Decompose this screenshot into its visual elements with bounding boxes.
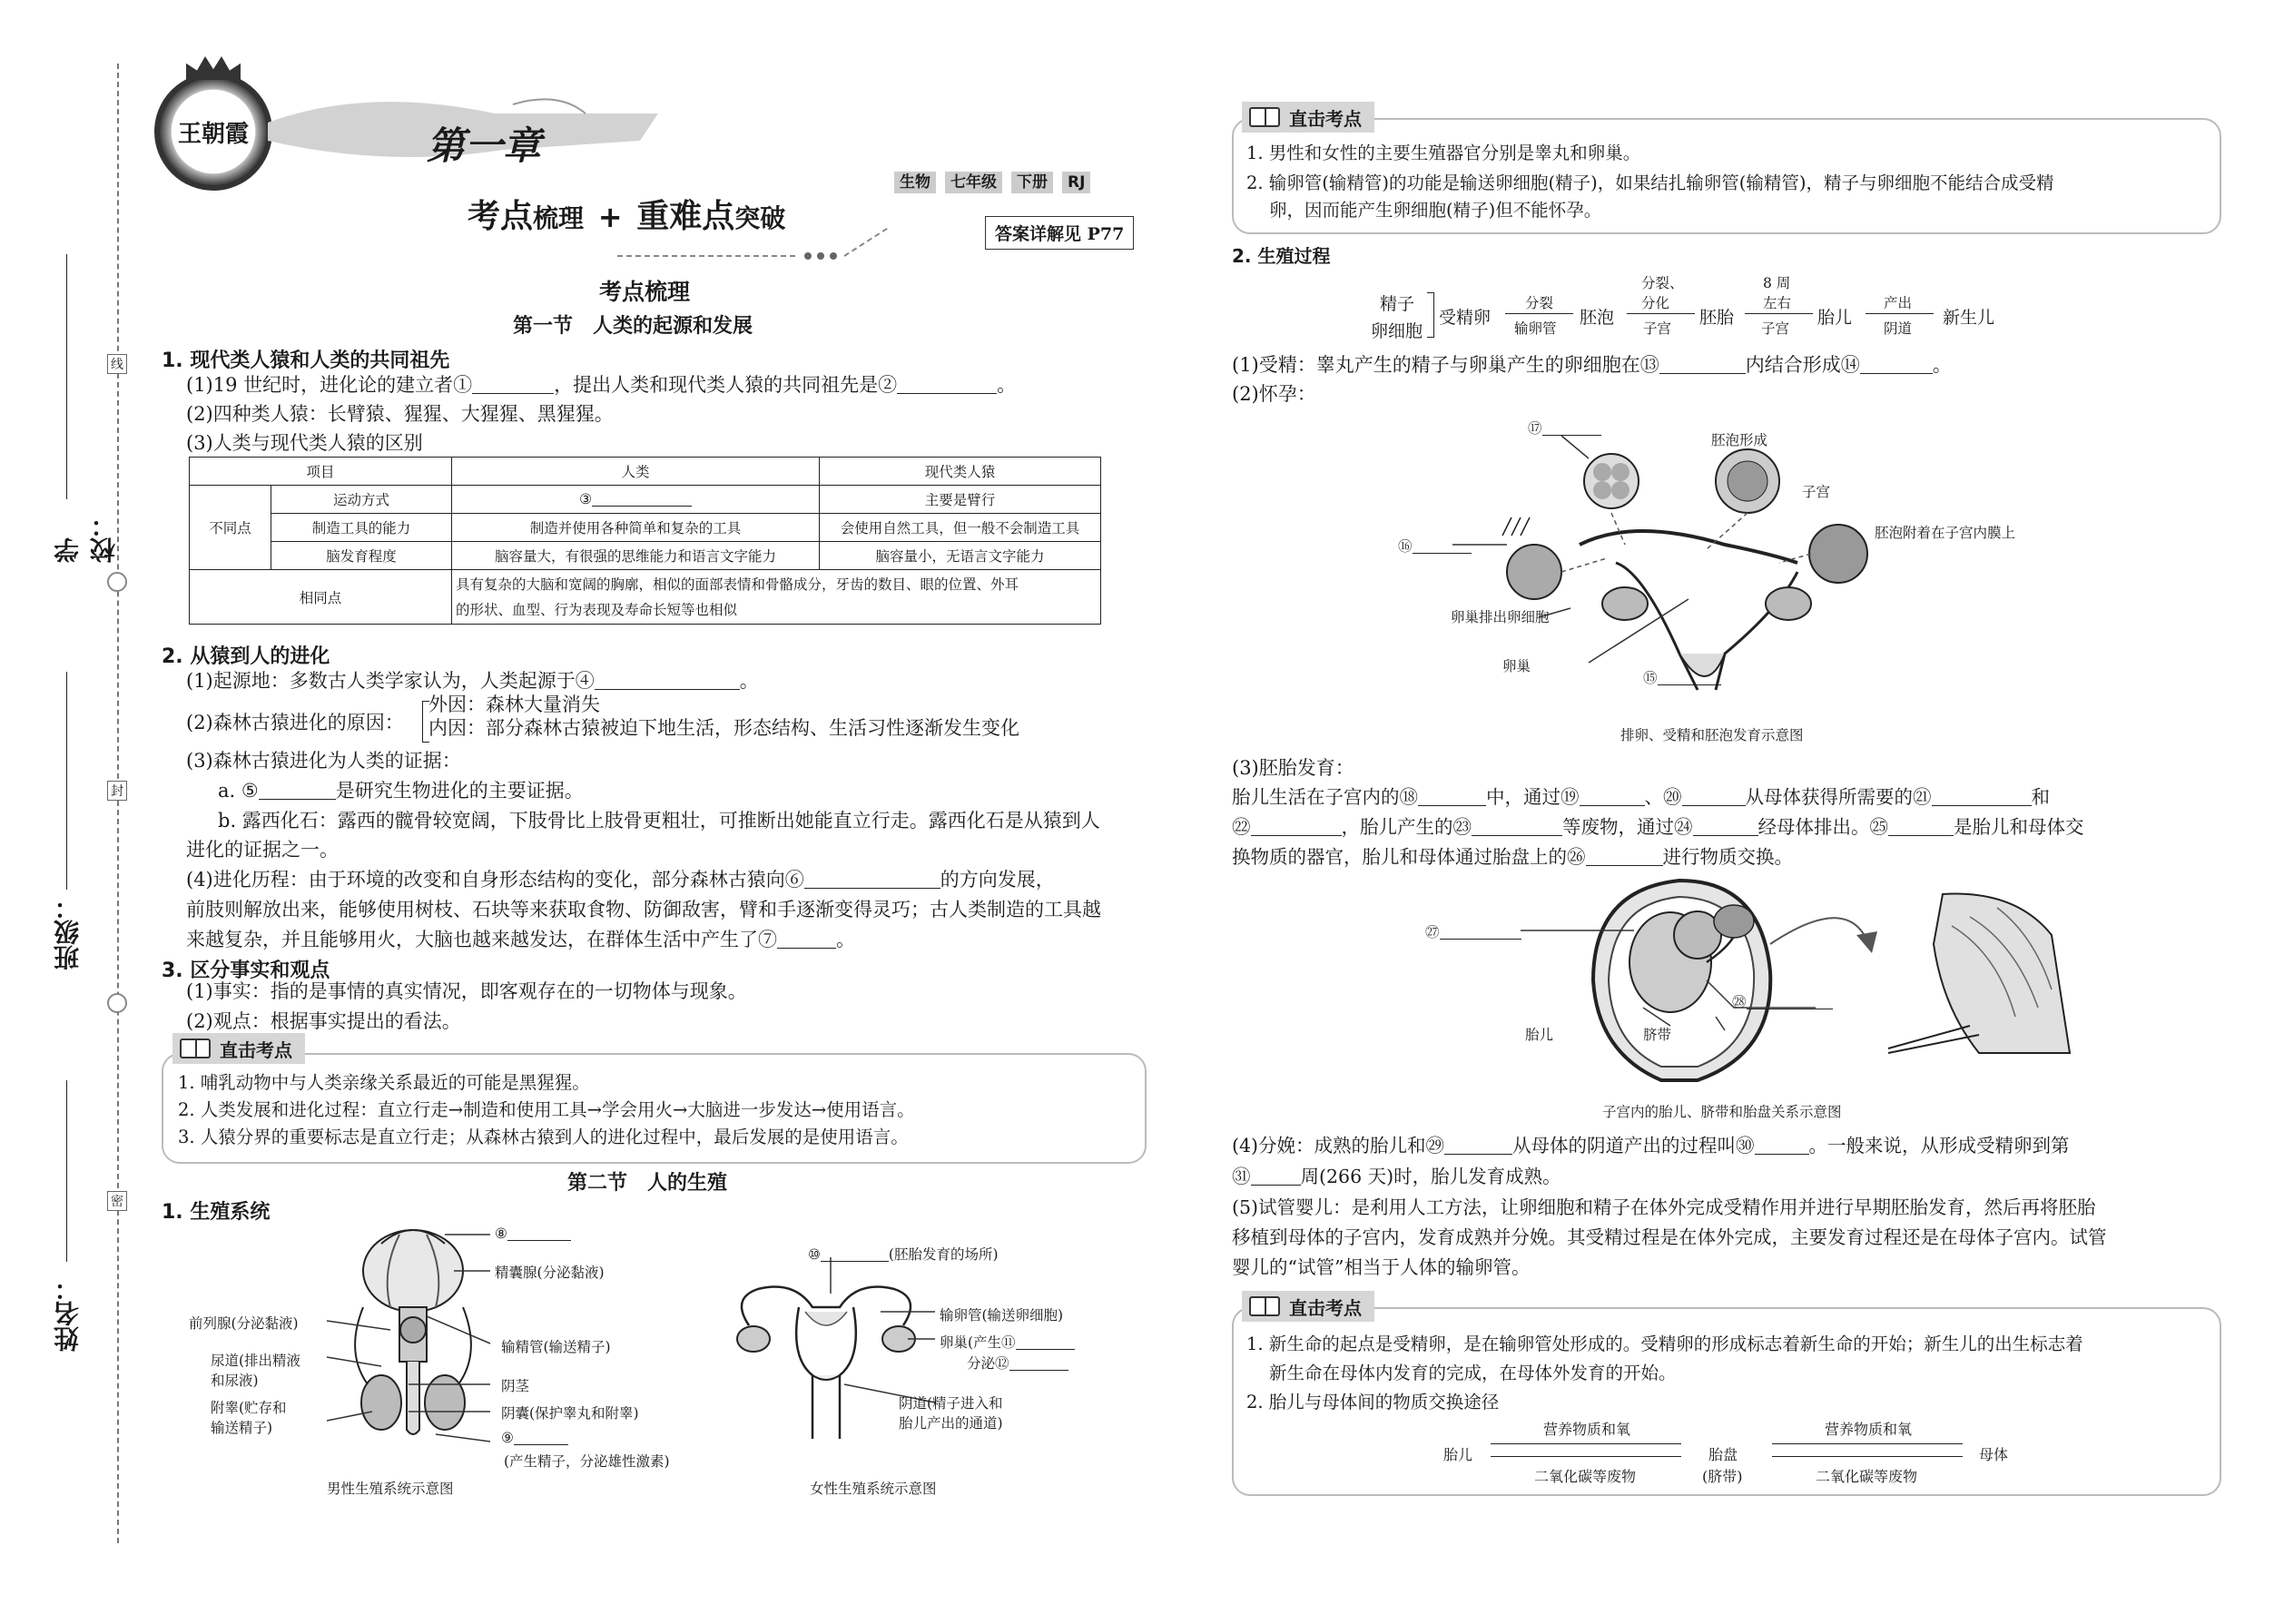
- fig2-label-cord: 脐带: [1643, 1027, 1672, 1043]
- flow-arrow-3: [1745, 313, 1813, 314]
- blank-13[interactable]: [1659, 354, 1746, 374]
- female-label-10: ⑩ (胚胎发育的场所): [808, 1246, 999, 1263]
- outer-cause: 外因：森林大量消失: [428, 694, 600, 715]
- banner-title: 考点梳理 + 重难点突破: [468, 198, 786, 235]
- blank-22[interactable]: [1251, 816, 1342, 836]
- key-points-tag: 直击考点: [172, 1033, 305, 1064]
- male-label-8: ⑧: [495, 1225, 571, 1242]
- key-point-2: 2. 人类发展和进化过程：直立行走→制造和使用工具→学会用火→大脑进一步发达→使用语言。: [178, 1099, 915, 1120]
- logo: 王朝霞: [154, 73, 272, 191]
- heading-1: 1. 现代类人猿和人类的共同祖先: [162, 349, 450, 372]
- male-label-scrotum: 阴囊(保护睾丸和附睾): [501, 1405, 639, 1422]
- blank-29[interactable]: [1444, 1135, 1512, 1155]
- exchange-placenta: 胎盘: [1708, 1446, 1738, 1463]
- binding-hole: [107, 993, 127, 1013]
- key-point-k3: 2. 胎儿与母体间的物质交换途径: [1246, 1392, 1500, 1412]
- heading-4: 1. 生殖系统: [162, 1201, 271, 1224]
- item-2-4-cont2: 来越复杂，并且能够用火，大脑也越来越发达，在群体生活中产生了⑦ 。: [186, 929, 855, 950]
- section-title: 考点梳理: [599, 279, 691, 305]
- section-2-title: 第二节 人的生殖: [567, 1172, 728, 1195]
- blank-2[interactable]: [897, 374, 997, 394]
- blank-30[interactable]: [1755, 1135, 1809, 1155]
- flow-zygote: 受精卵: [1439, 308, 1492, 328]
- delivery-line-1: (4)分娩：成熟的胎儿和㉙ 从母体的阴道产出的过程叫㉚ 。一般来说，从形成受精卵到第: [1232, 1135, 2070, 1156]
- key-point-r1: 1. 男性和女性的主要生殖器官分别是睾丸和卵巢。: [1246, 143, 1641, 163]
- arrow-left: [1491, 1443, 1681, 1444]
- heading-r2: 2. 生殖过程: [1232, 245, 1331, 267]
- key-point-1: 1. 哺乳动物中与人类亲缘关系最近的可能是黑猩猩。: [178, 1072, 590, 1093]
- fig1-label-uterus: 子宫: [1802, 484, 1831, 500]
- fig1-caption: 排卵、受精和胚泡发育示意图: [1620, 727, 1804, 743]
- ivf-line-3: 婴儿的“试管”相当于人体的输卵管。: [1232, 1256, 1531, 1278]
- female-label-vagina: 阴道(精子进入和 胎儿产出的通道): [899, 1395, 1003, 1432]
- inner-cause: 内因：部分森林古猿被迫下地生活，形态结构、生活习性逐渐发生变化: [428, 717, 1019, 739]
- blank-3[interactable]: [592, 492, 692, 507]
- blank-6[interactable]: [804, 869, 940, 889]
- male-label-vas: 输精管(输送精子): [501, 1339, 611, 1355]
- flow-arrow-2: [1627, 313, 1695, 314]
- female-label-tube: 输卵管(输送卵细胞): [940, 1307, 1064, 1324]
- flow-embryo: 胚胎: [1699, 308, 1735, 328]
- male-label-penis: 阴茎: [501, 1378, 530, 1394]
- blank-14[interactable]: [1860, 354, 1933, 374]
- item-2-3a: a. ⑤ 是研究生物进化的主要证据。: [218, 780, 584, 802]
- blank-1[interactable]: [472, 374, 554, 394]
- flow-newborn: 新生儿: [1943, 308, 1995, 328]
- flow-brace: [1427, 292, 1434, 338]
- blank-12[interactable]: [1009, 1358, 1068, 1371]
- flow-blastocyst: 胚泡: [1580, 308, 1615, 328]
- blank-16[interactable]: [1413, 541, 1472, 554]
- school-field[interactable]: 学校：: [50, 254, 83, 563]
- blank-20[interactable]: [1682, 786, 1746, 806]
- embryo-line-3: 换物质的器官，胎儿和母体通过胎盘上的㉖ 进行物质交换。: [1232, 846, 1793, 868]
- fig1-label-ovary: 卵巢: [1502, 658, 1531, 674]
- male-label-urethra: 尿道(排出精液 和尿液): [211, 1353, 301, 1389]
- male-label-9: ⑨: [501, 1430, 568, 1446]
- blank-28[interactable]: [1747, 997, 1833, 1009]
- male-label-seminal: 精囊腺(分泌黏液): [495, 1265, 605, 1281]
- blank-21[interactable]: [1932, 786, 2032, 806]
- pregnancy: (2)怀孕：: [1232, 383, 1316, 405]
- fetus-leader-lines: [1434, 899, 1816, 1044]
- blank-9[interactable]: [514, 1432, 568, 1445]
- male-label-prostate: 前列腺(分泌黏液): [189, 1315, 299, 1332]
- item-2-4: (4)进化历程：由于环境的改变和自身形态结构的变化，部分森林古猿向⑥ 的方向发展，: [186, 869, 1055, 891]
- flow-arrow-1: [1505, 313, 1573, 314]
- item-2-1: (1)起源地：多数古人类学家认为，人类起源于④ 。: [186, 670, 759, 692]
- blank-19[interactable]: [1580, 786, 1645, 806]
- flow-egg: 卵细胞: [1371, 321, 1423, 341]
- fertilization: (1)受精：睾丸产生的精子与卵巢产生的卵细胞在⑬ 内结合形成⑭ 。: [1232, 354, 1952, 376]
- banner-underline: [617, 227, 908, 272]
- blank-15[interactable]: [1658, 673, 1721, 685]
- class-field[interactable]: 班级：: [50, 672, 83, 980]
- item-2-3b-cont: 进化的证据之一。: [186, 839, 339, 861]
- key-point-r3: 卵，因而能产生卵细胞(精子)但不能怀孕。: [1269, 200, 1602, 221]
- key-point-k2: 新生命在母体内发育的完成，在母体外发育的开始。: [1269, 1363, 1677, 1383]
- exchange-mother: 母体: [1979, 1446, 2009, 1463]
- book-icon: [1249, 107, 1280, 127]
- male-label-epididymis: 附睾(贮存和 输送精子): [211, 1400, 287, 1436]
- item-2-4-cont1: 前肢则解放出来，能够使用树枝、石块等来获取食物、防御敌害，臂和手逐渐变得灵巧；古人类制造的工具越: [186, 899, 1101, 920]
- male-caption: 男性生殖系统示意图: [327, 1481, 454, 1497]
- female-label-12: 分泌⑫: [967, 1353, 1068, 1373]
- blank-24[interactable]: [1693, 816, 1758, 836]
- book-icon: [1249, 1296, 1280, 1316]
- embryo-development: (3)胚胎发育：: [1232, 757, 1354, 779]
- blank-26[interactable]: [1586, 846, 1663, 866]
- embryo-line-1: 胎儿生活在子宫内的⑱ 中，通过⑲ 、⑳ 从母体获得所需要的㉑ 和: [1232, 786, 2050, 808]
- item-2-3: (3)森林古猿进化为人类的证据：: [186, 750, 461, 772]
- blank-7[interactable]: [777, 929, 836, 949]
- blank-5[interactable]: [259, 780, 336, 800]
- cut-mark-close: 密: [107, 1191, 127, 1211]
- ribbon-decoration: [259, 86, 894, 186]
- blank-25[interactable]: [1888, 816, 1954, 836]
- fig1-label-attach: 胚泡附着在子宫内膜上: [1875, 525, 2016, 541]
- binding-margin: [0, 0, 136, 1624]
- blank-23[interactable]: [1472, 816, 1562, 836]
- blank-10[interactable]: [821, 1249, 889, 1262]
- key-point-3: 3. 人猿分界的重要标志是直立行走；从森林古猿到人的进化过程中，最后发展的是使用语言。: [178, 1127, 909, 1147]
- ivf-line-1: (5)试管婴儿：是利用人工方法，让卵细胞和精子在体外完成受精作用并进行早期胚胎发育，然后再将胚胎: [1232, 1196, 2096, 1218]
- flow-sperm: 精子: [1380, 294, 1415, 314]
- ovulation-leader-lines: [1398, 418, 1852, 699]
- exchange-diagram: 营养物质和氧 营养物质和氧 胎儿 胎盘 (脐带) 母体 二氧化碳等废物 二氧化碳等废物: [1443, 1421, 2009, 1485]
- delivery-line-2: ㉛ 周(266 天)时，胎儿发育成熟。: [1232, 1166, 1561, 1187]
- item-2-2: (2)森林古猿进化的原因：: [186, 712, 404, 733]
- process-flow: 精子 卵细胞 受精卵 分裂 输卵管 胚泡 分裂、 分化 子宫 胚胎 8 周 左右 子宫 胎儿 产出 阴道 新生儿: [1371, 275, 1995, 341]
- blank-31[interactable]: [1251, 1166, 1301, 1186]
- item-3-1: (1)事实：指的是事情的真实情况，即客观存在的一切物体与现象。: [186, 980, 747, 1002]
- female-label-ovary: 卵巢(产生⑪: [940, 1332, 1075, 1352]
- cut-mark-seal: 封: [107, 781, 127, 801]
- answer-reference: 答案详解见 P77: [985, 216, 1134, 250]
- fig1-label-blastform: 胚泡形成: [1711, 432, 1768, 448]
- blank-8[interactable]: [507, 1228, 571, 1241]
- fig2-caption: 子宫内的胎儿、脐带和胎盘关系示意图: [1602, 1104, 1842, 1120]
- fig1-label-ovulate: 卵巢排出卵细胞: [1451, 609, 1550, 625]
- section-1-title: 第一节 人类的起源和发展: [513, 315, 753, 338]
- key-points-tag: 直击考点: [1242, 1291, 1374, 1322]
- ivf-line-2: 移植到母体的子宫内，发育成熟并分娩。其受精过程是在体外完成，主要发育过程还是在母体子宫内。试管: [1232, 1226, 2107, 1248]
- fig2-label-27: ㉗: [1425, 921, 1521, 941]
- subject-info: 生物 七年级 下册 RJ: [894, 169, 1090, 192]
- item-1-2: (2)四种类人猿：长臂猿、猩猩、大猩猩、黑猩猩。: [186, 403, 614, 425]
- key-point-k1: 1. 新生命的起点是受精卵，是在输卵管处形成的。受精卵的形成标志着新生命的开始；新生儿的出生标志着: [1246, 1334, 2083, 1354]
- comparison-table: 项目 人类 现代类人猿 不同点 运动方式 ③ 主要是臂行 制造工具的能力 制造并使用各种简单和复杂的工具 会使用自然工具，但一般不会制造工具 脑发育程度 脑容量大，有很强的思维能力和语言文字能力 脑容量小，无语言文字能力 相同点 具有复杂的大脑和宽阔的胸廓，相似的面部表情和骨骼成分，牙齿的数目、眼的位置、外耳 的形状、血型、行为表现及寿命长短等也相似: [189, 457, 1101, 625]
- fig1-label-16: ⑯: [1398, 536, 1472, 556]
- heading-3: 3. 区分事实和观点: [162, 960, 330, 982]
- fig2-label-28: ㉘: [1732, 991, 1833, 1011]
- female-caption: 女性生殖系统示意图: [810, 1481, 937, 1497]
- item-3-2: (2)观点：根据事实提出的看法。: [186, 1010, 461, 1032]
- blank-17[interactable]: [1542, 423, 1601, 436]
- name-field[interactable]: 姓名：: [50, 1080, 83, 1389]
- fig1-label-15: ⑮: [1643, 667, 1721, 687]
- arrow-right: [1491, 1456, 1681, 1457]
- key-point-r2: 2. 输卵管(输精管)的功能是输送卵细胞(精子)，如果结扎输卵管(输精管)，精子与卵细胞不能结合成受精: [1246, 172, 2054, 193]
- blank-11[interactable]: [1016, 1337, 1075, 1350]
- heading-2: 2. 从猿到人的进化: [162, 645, 330, 668]
- blank-27[interactable]: [1440, 927, 1521, 940]
- fig2-label-fetus: 胎儿: [1525, 1027, 1554, 1043]
- binding-hole: [107, 572, 127, 592]
- crown-icon: [186, 56, 241, 80]
- item-1-3: (3)人类与现代类人猿的区别: [186, 432, 423, 454]
- female-leader-lines: [808, 1248, 962, 1412]
- key-points-tag: 直击考点: [1242, 102, 1374, 133]
- flow-arrow-4: [1866, 313, 1934, 314]
- blank-18[interactable]: [1418, 786, 1486, 806]
- exchange-fetus: 胎儿: [1443, 1446, 1473, 1463]
- chapter-title: 第一章: [427, 123, 542, 168]
- blank-4[interactable]: [595, 670, 740, 690]
- book-icon: [180, 1038, 211, 1058]
- fig1-label-17: ⑰: [1528, 418, 1601, 438]
- embryo-line-2: ㉒ ，胎儿产生的㉓ 等废物，通过㉔ 经母体排出。㉕ 是胎儿和母体交: [1232, 816, 2084, 838]
- item-1-1: (1)19 世纪时，进化论的建立者① ，提出人类和现代类人猿的共同祖先是② 。: [186, 374, 1017, 396]
- cut-line: [117, 64, 119, 1543]
- item-2-3b: b. 露西化石：露西的髋骨较宽阔，下肢骨比上肢骨更粗壮，可推断出她能直立行走。露西化石是从猿到人: [218, 810, 1100, 832]
- flow-fetus: 胎儿: [1817, 308, 1853, 328]
- male-label-testis: (产生精子，分泌雄性激素): [504, 1453, 670, 1470]
- male-leader-lines: [300, 1216, 536, 1443]
- cut-mark-line: 线: [107, 354, 127, 374]
